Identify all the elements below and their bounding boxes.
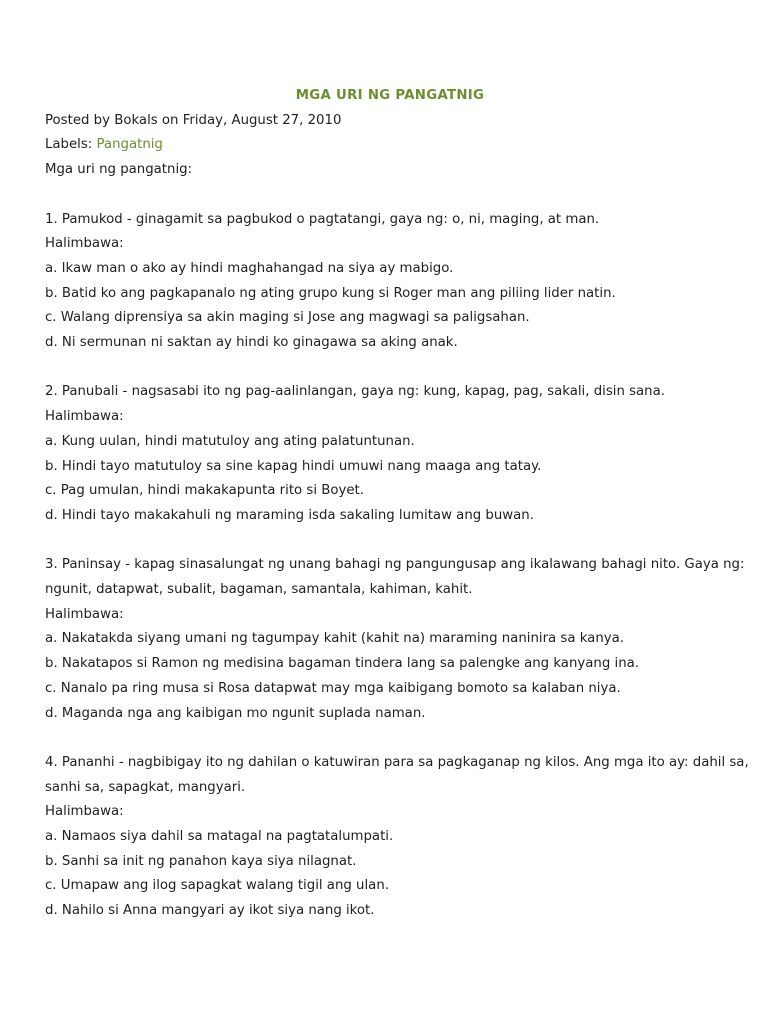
section-heading-continued: ngunit, datapwat, subalit, bagaman, samantala, kahiman, kahit. <box>45 582 473 598</box>
section-heading: 3. Paninsay - kapag sinasalungat ng unang bahagi ng pangungusap ang ikalawang bahagi nito. Gaya ng: <box>45 557 745 573</box>
example-item: a. Namaos siya dahil sa matagal na pagtatalumpati. <box>45 829 394 845</box>
example-item: d. Maganda nga ang kaibigan mo ngunit suplada naman. <box>45 705 426 721</box>
section-heading-continued: sanhi sa, sapagkat, mangyari. <box>45 779 246 795</box>
example-item: a. Nakatakda siyang umani ng tagumpay kahit (kahit na) maraming naninira sa kanya. <box>45 631 624 647</box>
example-item: c. Nanalo pa ring musa si Rosa datapwat may mga kaibigang bomoto sa kalaban niya. <box>45 680 621 696</box>
label-link-pangatnig[interactable]: Pangatnig <box>96 137 163 153</box>
example-label: Halimbawa: <box>45 804 124 820</box>
section-heading: 2. Panubali - nagsasabi ito ng pag-aalinlangan, gaya ng: kung, kapag, pag, sakali, disin sana. <box>45 384 665 400</box>
spacer <box>45 726 735 751</box>
posted-by-line: Posted by Bokals on Friday, August 27, 2010 <box>45 112 342 128</box>
example-item: c. Pag umulan, hindi makakapunta rito si Boyet. <box>45 483 364 499</box>
labels-prefix: Labels: <box>45 137 97 153</box>
example-item: c. Walang diprensiya sa akin maging si Jose ang magwagi sa paligsahan. <box>45 310 530 326</box>
intro-text: Mga uri ng pangatnig: <box>45 162 193 178</box>
page-title: MGA URI NG PANGATNIG <box>295 88 485 103</box>
spacer <box>45 183 735 208</box>
spacer <box>45 356 735 381</box>
example-item: b. Sanhi sa init ng panahon kaya siya nilagnat. <box>45 853 357 869</box>
example-label: Halimbawa: <box>45 606 124 622</box>
spacer <box>45 529 735 554</box>
example-item: d. Ni sermunan ni saktan ay hindi ko ginagawa sa aking anak. <box>45 335 458 351</box>
example-item: b. Nakatapos si Ramon ng medisina bagaman tindera lang sa palengke ang kanyang ina. <box>45 656 639 672</box>
section-heading: 1. Pamukod - ginagamit sa pagbukod o pagtatangi, gaya ng: o, ni, maging, at man. <box>45 211 600 227</box>
example-item: a. Ikaw man o ako ay hindi maghahangad na siya ay mabigo. <box>45 260 454 276</box>
document-page <box>45 84 749 924</box>
example-item: d. Nahilo si Anna mangyari ay ikot siya nang ikot. <box>45 903 375 919</box>
example-label: Halimbawa: <box>45 409 124 425</box>
example-label: Halimbawa: <box>45 236 124 252</box>
example-item: d. Hindi tayo makakahuli ng maraming isda sakaling lumitaw ang buwan. <box>45 507 534 523</box>
example-item: b. Hindi tayo matutuloy sa sine kapag hindi umuwi nang maaga ang tatay. <box>45 458 542 474</box>
example-item: a. Kung uulan, hindi matutuloy ang ating palatuntunan. <box>45 433 415 449</box>
example-item: c. Umapaw ang ilog sapagkat walang tigil ang ulan. <box>45 878 389 894</box>
example-item: b. Batid ko ang pagkapanalo ng ating grupo kung si Roger man ang piliing lider natin. <box>45 285 616 301</box>
section-heading: 4. Pananhi - nagbibigay ito ng dahilan o katuwiran para sa pagkaganap ng kilos. Ang mga ito ay: dahil sa, <box>45 754 749 770</box>
labels-line <box>45 133 735 158</box>
